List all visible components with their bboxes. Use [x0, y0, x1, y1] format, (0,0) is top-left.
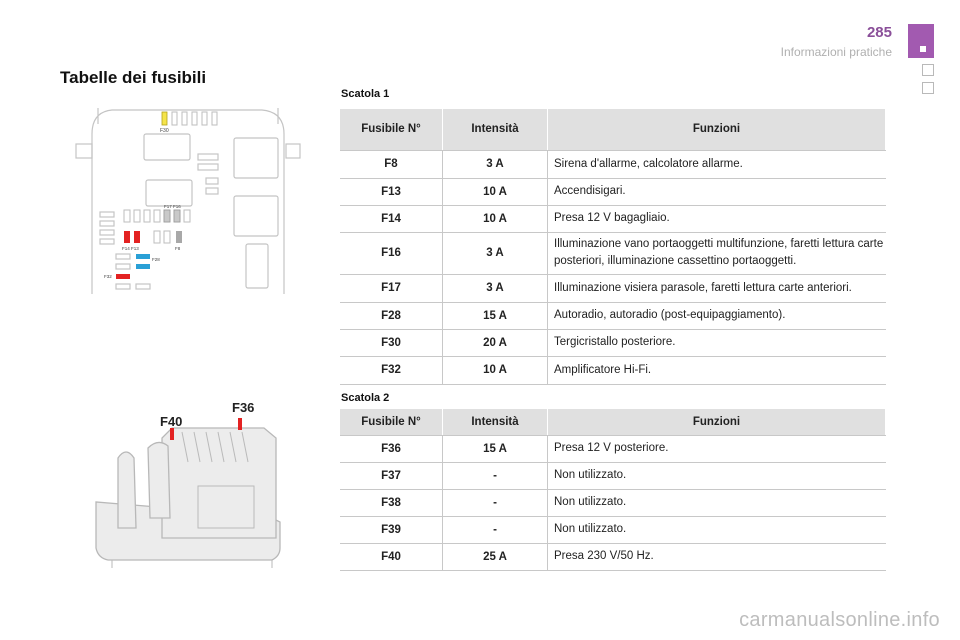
function-cell: Non utilizzato. [548, 516, 886, 543]
function-cell: Illuminazione visiera parasole, faretti lettura carte anteriori. [548, 274, 886, 302]
function-cell: Accendisigari. [548, 178, 886, 205]
fuse-f30 [162, 112, 167, 125]
header-functions: Funzioni [548, 409, 886, 435]
fuse-f28-a [136, 254, 150, 259]
amperage-cell: - [443, 489, 548, 516]
header-amperage: Intensità [443, 109, 548, 150]
function-cell: Autoradio, autoradio (post-equipaggiamento). [548, 302, 886, 329]
amperage-cell: 10 A [443, 178, 548, 205]
fuse-f40 [170, 428, 174, 440]
label-f32: F32 [104, 274, 112, 279]
amperage-cell: 15 A [443, 435, 548, 462]
fuse-f36 [238, 418, 242, 430]
function-cell: Amplificatore Hi-Fi. [548, 356, 886, 384]
fuse-f32 [116, 274, 130, 279]
fuse-number-cell: F13 [340, 178, 443, 205]
function-cell: Illuminazione vano portaoggetti multifunzione, faretti lettura carte posteriori, illuminazione cassettino portaoggetti. [548, 232, 886, 274]
chapter-tab [908, 24, 934, 58]
chapter-tab-marker [920, 46, 926, 52]
fuse-f8 [176, 231, 182, 243]
table-row [340, 489, 886, 516]
fuse-number-cell: F39 [340, 516, 443, 543]
fuse-number-cell: F30 [340, 329, 443, 356]
chapter-tab-empty [922, 82, 934, 94]
table-row [340, 178, 886, 205]
fuse-number-cell: F8 [340, 150, 443, 178]
table-row [340, 329, 886, 356]
fuse-number-cell: F16 [340, 232, 443, 274]
header-amperage: Intensità [443, 409, 548, 435]
fuse-f17 [164, 210, 170, 222]
header-fuse-number: Fusibile N° [340, 409, 443, 435]
box-1-title: Scatola 1 [341, 88, 390, 100]
amperage-cell: 10 A [443, 205, 548, 232]
function-cell: Non utilizzato. [548, 462, 886, 489]
function-cell: Presa 230 V/50 Hz. [548, 543, 886, 570]
label-f17-f16: F17 F16 [164, 204, 181, 209]
table-row [340, 205, 886, 232]
fuse-f16 [174, 210, 180, 222]
amperage-cell: 3 A [443, 274, 548, 302]
fuse-number-cell: F28 [340, 302, 443, 329]
function-cell: Non utilizzato. [548, 489, 886, 516]
fuse-table-box-2 [340, 409, 886, 571]
amperage-cell: 25 A [443, 543, 548, 570]
table-row [340, 462, 886, 489]
function-cell: Presa 12 V posteriore. [548, 435, 886, 462]
fuse-number-cell: F38 [340, 489, 443, 516]
amperage-cell: 10 A [443, 356, 548, 384]
fuse-number-cell: F17 [340, 274, 443, 302]
table-row [340, 232, 886, 274]
table-row [340, 516, 886, 543]
fuse-table-box-1 [340, 109, 886, 385]
amperage-cell: 3 A [443, 150, 548, 178]
fuse-number-cell: F32 [340, 356, 443, 384]
chapter-tab-empty [922, 64, 934, 76]
header-fuse-number: Fusibile N° [340, 109, 443, 150]
amperage-cell: 3 A [443, 232, 548, 274]
label-f30: F30 [160, 128, 169, 134]
watermark: carmanualsonline.info [739, 609, 940, 631]
table-row [340, 274, 886, 302]
amperage-cell: 20 A [443, 329, 548, 356]
fuse-number-cell: F36 [340, 435, 443, 462]
function-cell: Sirena d'allarme, calcolatore allarme. [548, 150, 886, 178]
page-title: Tabelle dei fusibili [60, 68, 207, 87]
page-number: 285 [866, 24, 892, 41]
fuse-f14 [124, 231, 130, 243]
fuse-number-cell: F14 [340, 205, 443, 232]
table-row [340, 150, 886, 178]
amperage-cell: - [443, 462, 548, 489]
section-label: Informazioni pratiche [780, 45, 892, 59]
fuse-number-cell: F37 [340, 462, 443, 489]
table-row [340, 356, 886, 384]
amperage-cell: - [443, 516, 548, 543]
fuse-box-2-diagram [92, 398, 284, 574]
label-f14-f13: F14 F13 [122, 246, 139, 251]
amperage-cell: 15 A [443, 302, 548, 329]
box-2-title: Scatola 2 [341, 392, 390, 404]
table-row [340, 302, 886, 329]
label-f8: F8 [175, 246, 181, 251]
fuse-box-1-diagram [72, 104, 304, 294]
table-row [340, 435, 886, 462]
fuse-f28-b [136, 264, 150, 269]
label-f40: F40 [160, 414, 183, 429]
function-cell: Tergicristallo posteriore. [548, 329, 886, 356]
label-f28: F28 [152, 257, 160, 262]
header-functions: Funzioni [548, 109, 886, 150]
table-row [340, 543, 886, 570]
fuse-f13 [134, 231, 140, 243]
function-cell: Presa 12 V bagagliaio. [548, 205, 886, 232]
label-f36: F36 [232, 400, 255, 415]
fuse-number-cell: F40 [340, 543, 443, 570]
